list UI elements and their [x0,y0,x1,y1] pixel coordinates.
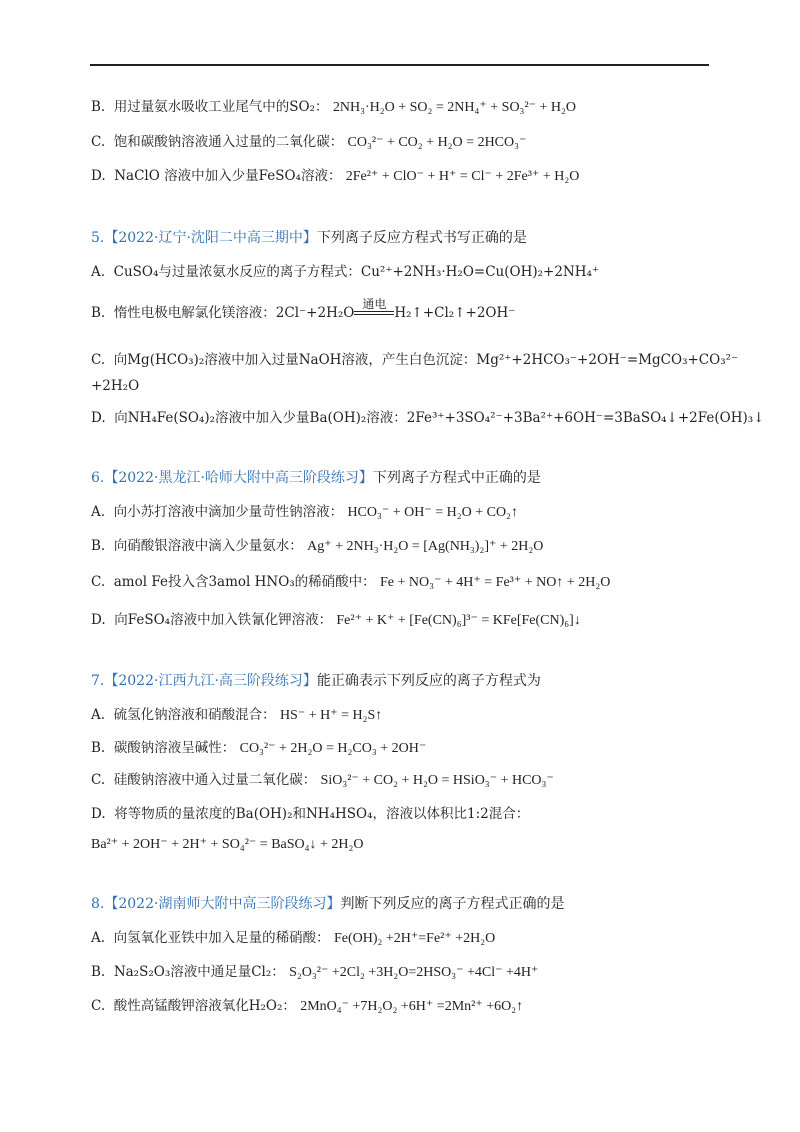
option-d-continuation: Ba²⁺ + 2OH⁻ + 2H⁺ + SO₄²⁻ = BaSO₄↓ + 2H₂O [91,837,364,852]
option-a: A. 向小苏打溶液中滴加少量苛性钠溶液： HCO₃⁻ + OH⁻ = H₂O + CO₂↑ [91,504,518,520]
question-source: 【2022·江西九江·高三阶段练习】 [104,673,317,689]
reaction-condition: 通电 [354,311,394,322]
question-7-heading: 7.【2022·江西九江·高三阶段练习】能正确表示下列反应的离子方程式为 [91,673,541,689]
question-source: 【2022·黑龙江·哈师大附中高三阶段练习】 [104,470,373,486]
option-a: A. CuSO₄与过量浓氨水反应的离子方程式：Cu²⁺+2NH₃·H₂O=Cu(OH)₂+2NH₄⁺ [91,264,600,280]
option-c: C. 酸性高锰酸钾溶液氧化H₂O₂： 2MnO₄⁻ +7H₂O₂ +6H⁺ =2Mn²⁺ +6O₂↑ [91,998,524,1014]
header-rule [90,64,709,66]
question-5-heading: 5.【2022·辽宁·沈阳二中高三期中】下列离子反应方程式书写正确的是 [91,230,527,246]
option-b: B. 用过量氨水吸收工业尾气中的SO₂： 2NH₃·H₂O + SO₂ = 2NH₄⁺ + SO₃²⁻ + H₂O [91,99,577,115]
option-c: C. 向Mg(HCO₃)₂溶液中加入过量NaOH溶液，产生白色沉淀：Mg²⁺+2HCO₃⁻+2OH⁻=MgCO₃+CO₃²⁻ [91,352,739,368]
option-c: C. 硅酸钠溶液中通入过量二氧化碳： SiO₃²⁻ + CO₂ + H₂O = HSiO₃⁻ + HCO₃⁻ [91,772,554,788]
option-c-continuation: +2H₂O [91,378,140,394]
option-a: A. 向氢氧化亚铁中加入足量的稀硝酸： Fe(OH)₂ +2H⁺=Fe²⁺ +2H₂O [91,930,496,946]
option-d: D. 向FeSO₄溶液中加入铁氰化钾溶液： Fe²⁺ + K⁺ + [Fe(CN)₆]³⁻ = KFe[Fe(CN)₆]↓ [91,612,581,628]
option-d: D. NaClO 溶液中加入少量FeSO₄溶液： 2Fe²⁺ + ClO⁻ + H⁺ = Cl⁻ + 2Fe³⁺ + H₂O [91,168,580,184]
option-b: B. 向硝酸银溶液中滴入少量氨水： Ag⁺ + 2NH₃·H₂O = [Ag(NH₃)₂]⁺ + 2H₂O [91,538,544,554]
option-c: C. amol Fe投入含3amol HNO₃的稀硝酸中： Fe + NO₃⁻ + 4H⁺ = Fe³⁺ + NO↑ + 2H₂O [91,574,611,590]
question-source: 【2022·湖南师大附中高三阶段练习】 [104,896,341,912]
option-d: D. 向NH₄Fe(SO₄)₂溶液中加入少量Ba(OH)₂溶液：2Fe³⁺+3SO₄²⁻+3Ba²⁺+6OH⁻=3BaSO₄↓+2Fe(OH)₃↓ [91,410,765,426]
question-8-heading: 8.【2022·湖南师大附中高三阶段练习】判断下列反应的离子方程式正确的是 [91,896,565,912]
question-source: 【2022·辽宁·沈阳二中高三期中】 [104,230,317,246]
option-c: C. 饱和碳酸钠溶液通入过量的二氧化碳： CO₃²⁻ + CO₂ + H₂O = 2HCO₃⁻ [91,134,527,150]
question-6-heading: 6.【2022·黑龙江·哈师大附中高三阶段练习】下列离子方程式中正确的是 [91,470,541,486]
option-b: B. Na₂S₂O₃溶液中通足量Cl₂： S₂O₃²⁻ +2Cl₂ +3H₂O=2HSO₃⁻ +4Cl⁻ +4H⁺ [91,964,539,980]
option-d: D. 将等物质的量浓度的Ba(OH)₂和NH₄HSO₄，溶液以体积比1:2混合： [91,806,530,822]
option-b: B. 碳酸钠溶液呈碱性： CO₃²⁻ + 2H₂O = H₂CO₃ + 2OH⁻ [91,740,427,756]
option-a: A. 硫氢化钠溶液和硝酸混合： HS⁻ + H⁺ = H₂S↑ [91,707,383,723]
option-b: B. 惰性电极电解氯化镁溶液：2Cl⁻+2H₂O 通电 H₂↑+Cl₂↑+2OH⁻ [91,297,516,321]
